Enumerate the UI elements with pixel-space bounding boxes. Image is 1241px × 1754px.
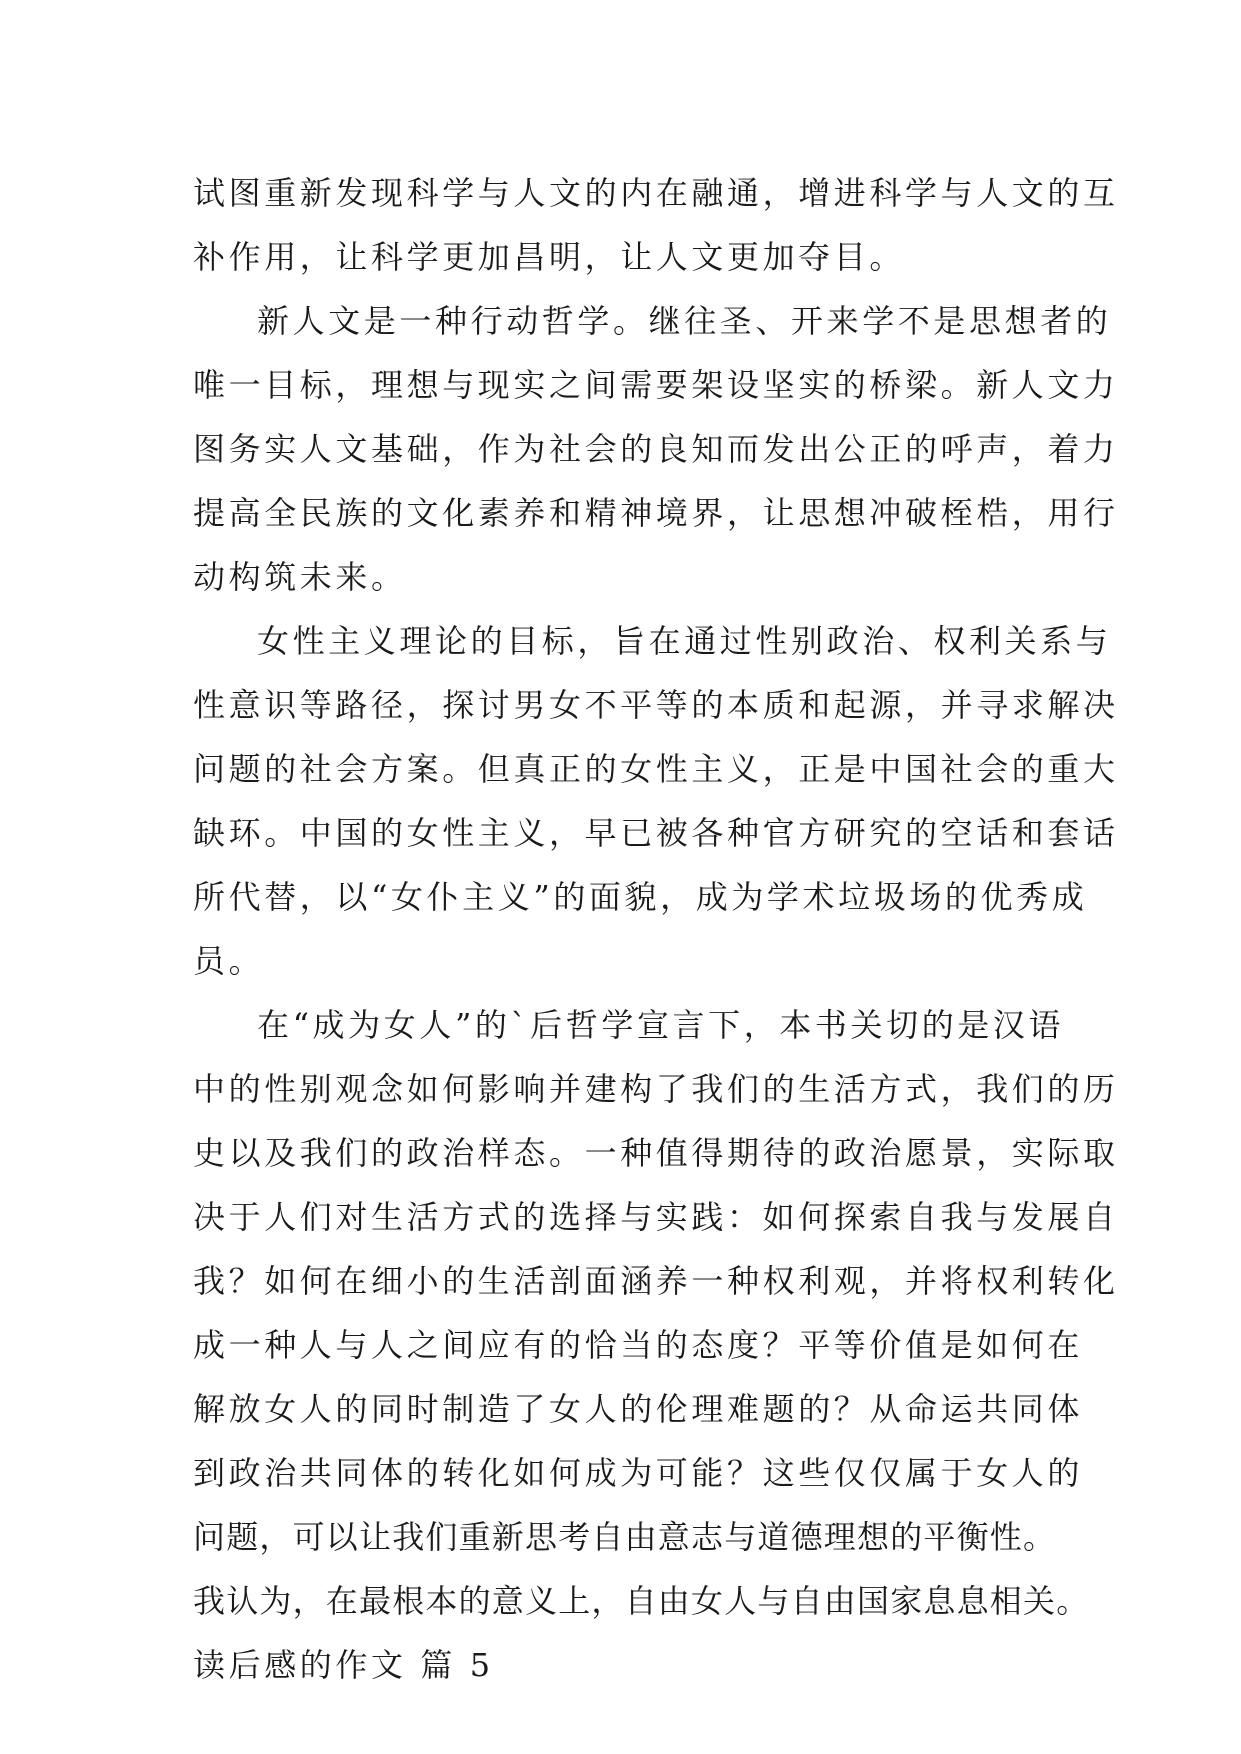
text-line: 性意识等路径，探讨男女不平等的本质和起源，并寻求解决 [193,686,1119,724]
paragraph-start-line: 新人文是一种行动哲学。继往圣、开来学不是思想者的 [257,302,1112,340]
text-line: 中的性别观念如何影响并建构了我们的生活方式，我们的历 [193,1070,1119,1108]
text-line: 补作用，让科学更加昌明，让人文更加夺目。 [193,238,906,276]
text-line: 问题的社会方案。但真正的女性主义，正是中国社会的重大 [193,750,1119,788]
text-line: 员。 [193,942,265,980]
body-text [193,161,1119,1697]
paragraph-start-line: 在“成为女人”的`后哲学宣言下，本书关切的是汉语 [257,1006,1065,1044]
text-line: 动构筑未来。 [193,558,407,596]
text-line: 唯一目标，理想与现实之间需要架设坚实的桥梁。新人文力 [193,366,1119,404]
text-line: 问题，可以让我们重新思考自由意志与道德理想的平衡性。 [193,1518,1057,1556]
section-heading: 读后感的作文 篇 5 [193,1646,494,1684]
text-line: 缺环。中国的女性主义，早已被各种官方研究的空话和套话 [193,814,1119,852]
text-line: 我认为，在最根本的意义上，自由女人与自由国家息息相关。 [193,1582,1090,1620]
text-line: 成一种人与人之间应有的恰当的态度？平等价值是如何在 [193,1326,1084,1364]
text-line: 决于人们对生活方式的选择与实践：如何探索自我与发展自 [193,1198,1119,1236]
text-line: 提高全民族的文化素养和精神境界，让思想冲破桎梏，用行 [193,494,1119,532]
text-line: 解放女人的同时制造了女人的伦理难题的？从命运共同体 [193,1390,1084,1428]
paragraph-start-line: 女性主义理论的目标，旨在通过性别政治、权利关系与 [257,622,1112,660]
text-line: 所代替，以“女仆主义”的面貌，成为学术垃圾场的优秀成 [193,878,1088,916]
text-line: 我？如何在细小的生活剖面涵养一种权利观，并将权利转化 [193,1262,1119,1300]
text-line: 试图重新发现科学与人文的内在融通，增进科学与人文的互 [193,174,1119,212]
text-line: 图务实人文基础，作为社会的良知而发出公正的呼声，着力 [193,430,1119,468]
text-line: 到政治共同体的转化如何成为可能？这些仅仅属于女人的 [193,1454,1084,1492]
text-line: 史以及我们的政治样态。一种值得期待的政治愿景，实际取 [193,1134,1119,1172]
